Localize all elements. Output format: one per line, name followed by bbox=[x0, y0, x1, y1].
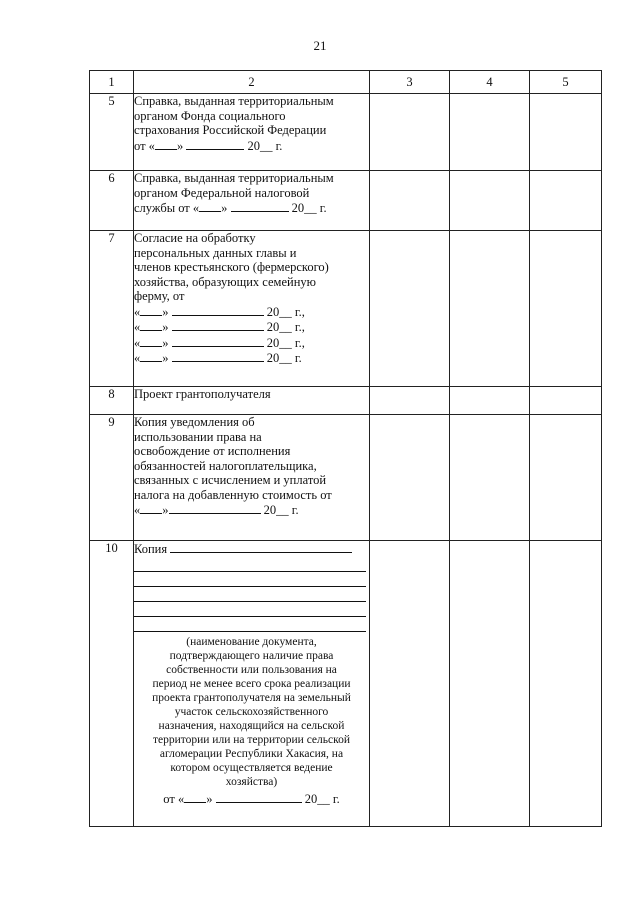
caption-line: собственности или пользования на bbox=[166, 663, 337, 676]
date-month-blank bbox=[172, 304, 264, 316]
row-text-line: Копия уведомления об bbox=[134, 415, 255, 429]
row-text-line: Справка, выданная территориальным bbox=[134, 171, 334, 185]
row-text-line: хозяйства, образующих семейную bbox=[134, 274, 316, 289]
date-line bbox=[134, 200, 369, 216]
empty-cell bbox=[450, 94, 530, 171]
date-year: 20__ г. bbox=[291, 201, 327, 215]
document-name-blank bbox=[134, 602, 366, 617]
row-text-line: органом Федеральной налоговой bbox=[134, 185, 310, 200]
date-quote: « bbox=[134, 351, 141, 365]
caption-line: территории или на территории сельской bbox=[152, 733, 351, 746]
table-header-row bbox=[90, 71, 602, 94]
row-text-line: ферму, от bbox=[134, 289, 185, 303]
row-number: 8 bbox=[90, 387, 134, 415]
date-month-blank bbox=[172, 319, 264, 331]
row-text-line: органом Фонда социального bbox=[134, 108, 286, 123]
row-description bbox=[134, 94, 370, 171]
date-year: 20__ г. bbox=[304, 791, 340, 806]
row-description bbox=[134, 171, 370, 231]
page-number: 21 bbox=[313, 38, 327, 53]
date-prefix: от « bbox=[163, 791, 185, 806]
date-day-blank bbox=[140, 319, 162, 331]
date-line bbox=[134, 335, 369, 351]
empty-cell bbox=[370, 541, 450, 827]
table-row bbox=[90, 94, 602, 171]
date-quote: » bbox=[162, 320, 169, 334]
date-line bbox=[134, 350, 369, 366]
caption-line: проекта грантополучателя на земельный bbox=[152, 691, 351, 704]
date-line bbox=[134, 304, 369, 320]
row-text-line: обязанностей налогоплательщика, bbox=[134, 458, 317, 473]
date-month-blank bbox=[231, 200, 289, 212]
document-name-blank bbox=[134, 572, 366, 587]
date-month-blank bbox=[172, 335, 264, 347]
header-cell-1: 1 bbox=[90, 71, 134, 94]
copy-line bbox=[134, 541, 369, 557]
date-year: 20__ г. bbox=[263, 503, 299, 517]
row-text-line: использовании права на bbox=[134, 429, 262, 444]
date-quote: « bbox=[134, 320, 141, 334]
row-description bbox=[134, 541, 370, 827]
caption-line: назначения, находящийся на сельской bbox=[158, 719, 345, 732]
date-quote: » bbox=[176, 138, 184, 153]
date-line bbox=[134, 791, 369, 807]
date-year: 20__ г., bbox=[266, 335, 305, 350]
table-row bbox=[90, 171, 602, 231]
empty-cell bbox=[450, 541, 530, 827]
row-number: 6 bbox=[90, 171, 134, 231]
document-name-blank bbox=[134, 557, 366, 572]
empty-cell bbox=[370, 94, 450, 171]
caption-line: агломерации Республики Хакасия, на bbox=[159, 747, 344, 760]
table-row bbox=[90, 541, 602, 827]
empty-cell bbox=[530, 541, 602, 827]
date-day-blank bbox=[140, 502, 162, 514]
empty-cell bbox=[530, 387, 602, 415]
date-year: 20__ г. bbox=[247, 138, 283, 153]
row-description bbox=[134, 231, 370, 387]
row-text-line: освобождение от исполнения bbox=[134, 444, 291, 458]
date-quote: » bbox=[162, 351, 169, 365]
empty-cell bbox=[370, 387, 450, 415]
date-quote: « bbox=[134, 335, 141, 350]
row-number: 7 bbox=[90, 231, 134, 387]
header-cell-2: 2 bbox=[134, 71, 370, 94]
date-quote: « bbox=[134, 304, 141, 319]
date-month-blank bbox=[186, 138, 244, 150]
empty-cell bbox=[530, 415, 602, 541]
date-day-blank bbox=[199, 200, 221, 212]
date-day-blank bbox=[140, 335, 162, 347]
row-text-line: налога на добавленную стоимость от bbox=[134, 487, 332, 502]
empty-cell bbox=[450, 415, 530, 541]
empty-cell bbox=[370, 231, 450, 387]
row-text-line: персональных данных главы и bbox=[134, 245, 297, 260]
date-year: 20__ г., bbox=[266, 304, 305, 319]
row-text-line: Справка, выданная территориальным bbox=[134, 94, 334, 108]
date-quote: » bbox=[221, 201, 228, 215]
document-name-blank bbox=[170, 541, 352, 553]
table-row bbox=[90, 231, 602, 387]
date-day-blank bbox=[155, 138, 177, 150]
document-name-blank bbox=[134, 587, 366, 602]
header-cell-3: 3 bbox=[370, 71, 450, 94]
date-quote: » bbox=[162, 503, 169, 517]
caption-line: (наименование документа, bbox=[186, 635, 317, 648]
empty-cell bbox=[530, 171, 602, 231]
date-year: 20__ г., bbox=[266, 320, 305, 334]
table-row bbox=[90, 387, 602, 415]
date-month-blank bbox=[169, 502, 261, 514]
caption-line: период не менее всего срока реализации bbox=[152, 677, 351, 690]
date-year: 20__ г. bbox=[266, 351, 302, 365]
row-description bbox=[134, 415, 370, 541]
date-day-blank bbox=[184, 791, 206, 803]
row-text-line: Согласие на обработку bbox=[134, 231, 256, 245]
caption-line: подтверждающего наличие права bbox=[169, 649, 334, 662]
copy-label: Копия bbox=[134, 542, 168, 556]
caption-line: хозяйства) bbox=[225, 775, 278, 788]
empty-cell bbox=[450, 231, 530, 387]
row-number: 10 bbox=[90, 541, 134, 827]
empty-cell bbox=[530, 94, 602, 171]
empty-cell bbox=[370, 415, 450, 541]
caption-line: котором осуществляется ведение bbox=[170, 761, 333, 774]
date-day-blank bbox=[140, 350, 162, 362]
date-line bbox=[134, 319, 369, 335]
row-number: 9 bbox=[90, 415, 134, 541]
empty-cell bbox=[370, 171, 450, 231]
empty-cell bbox=[450, 171, 530, 231]
empty-cell bbox=[530, 231, 602, 387]
row-number: 5 bbox=[90, 94, 134, 171]
date-line bbox=[134, 138, 369, 154]
empty-cell bbox=[450, 387, 530, 415]
date-prefix: от « bbox=[134, 138, 155, 153]
document-table bbox=[89, 70, 602, 827]
date-quote: » bbox=[162, 335, 169, 350]
date-quote: » bbox=[206, 791, 213, 806]
row-text-line: членов крестьянского (фермерского) bbox=[134, 260, 329, 274]
date-month-blank bbox=[216, 791, 302, 803]
table-row bbox=[90, 415, 602, 541]
caption-line: участок сельскохозяйственного bbox=[174, 705, 329, 718]
date-prefix: службы от « bbox=[134, 201, 200, 215]
document-caption bbox=[134, 635, 369, 789]
document-name-blank bbox=[134, 617, 366, 632]
date-quote: « bbox=[134, 503, 141, 517]
row-text-line: связанных с исчислением и уплатой bbox=[134, 473, 327, 487]
row-description: Проект грантополучателя bbox=[134, 387, 370, 415]
date-line bbox=[134, 502, 369, 518]
date-day-blank bbox=[140, 304, 162, 316]
date-quote: » bbox=[162, 304, 169, 319]
row-text-line: страхования Российской Федерации bbox=[134, 123, 327, 137]
header-cell-4: 4 bbox=[450, 71, 530, 94]
date-month-blank bbox=[172, 350, 264, 362]
header-cell-5: 5 bbox=[530, 71, 602, 94]
